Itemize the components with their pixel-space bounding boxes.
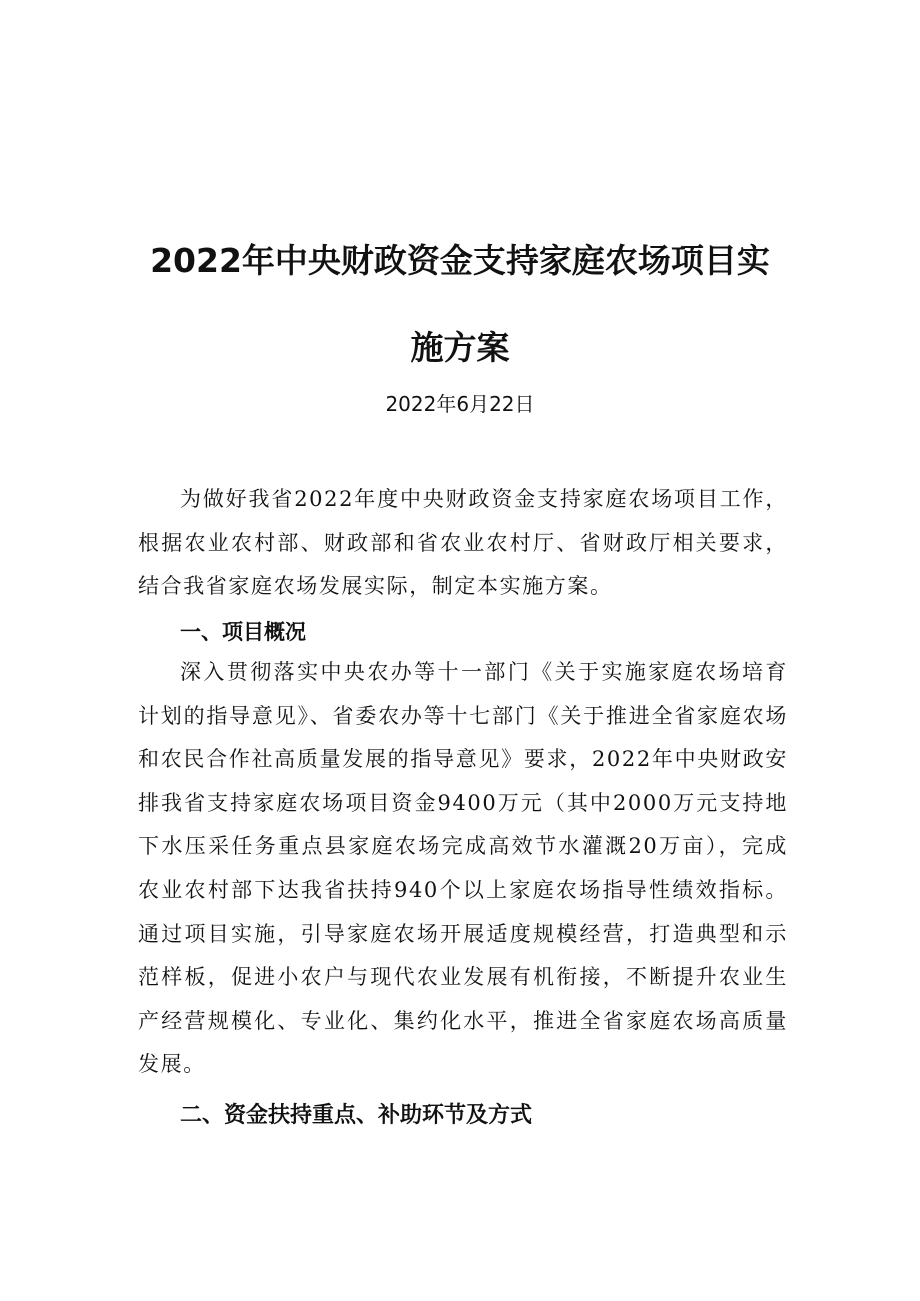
document-title-line2: 施方案 — [410, 328, 510, 367]
section1-paragraph: 深入贯彻落实中央农办等十一部门《关于实施家庭农场培育计划的指导意见》、省委农办等十七部门《关于推进全省家庭农场和农民合作社高质量发展的指导意见》要求，2022年中央财政安排我省支持家庭农场项目资金9400万元（其中2000万元支持地下水压采任务重点县家庭农场完成高效节水灌溉20万亩），完成农业农村部下达我省扶持940个以上家庭农场指导性绩效指标。通过项目实施，引导家庭农场开展适度规模经营，打造典型和示范样板，促进小农户与现代农业发展有机衔接，不断提升农业生产经营规模化、专业化、集约化水平，推进全省家庭农场高质量发展。 — [138, 660, 788, 1077]
section2-heading: 二、资金扶持重点、补助环节及方式 — [180, 1103, 533, 1128]
document-date: 2022年6月22日 — [385, 392, 535, 416]
section1-heading: 一、项目概况 — [180, 620, 306, 644]
intro-paragraph: 为做好我省2022年度中央财政资金支持家庭农场项目工作，根据农业农村部、财政部和省农业农村厅、省财政厅相关要求，结合我省家庭农场发展实际，制定本实施方案。 — [138, 487, 788, 599]
document-title-line1: 2022年中央财政资金支持家庭农场项目实 — [150, 241, 770, 280]
